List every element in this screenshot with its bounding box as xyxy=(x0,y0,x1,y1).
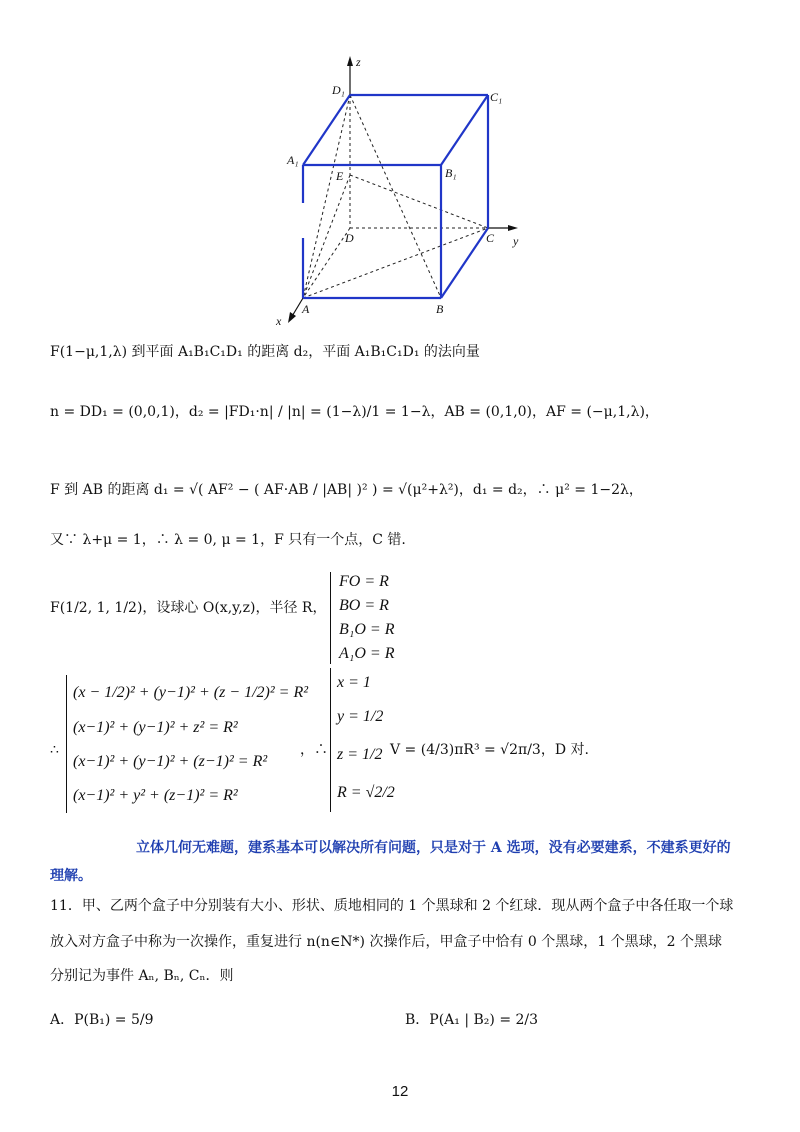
line-lambda-mu: 又∵ λ+μ = 1，∴ λ = 0, μ = 1，F 只有一个点，C 错. xyxy=(50,532,406,548)
cond-bo: BO = R xyxy=(339,597,389,614)
page-number: 12 xyxy=(391,1083,409,1100)
cond-b1o: B₁O = R xyxy=(339,621,395,638)
vertex-label-e: E xyxy=(336,169,344,183)
equation-system xyxy=(66,675,308,813)
eq-2: (x−1)² + (y−1)² + z² = R² xyxy=(73,719,238,736)
eq-3: (x−1)² + (y−1)² + (z−1)² = R² xyxy=(73,753,268,770)
solution-system xyxy=(330,668,395,812)
line-volume: V = (4/3)πR³ = √2π/3，D 对. xyxy=(390,742,589,758)
vertex-label-d: D xyxy=(345,231,354,245)
line-normal-vector: n = DD₁ = (0,0,1)，d₂ = |FD₁·n| / |n| = (1−λ)/1 = 1−λ，AB = (0,1,0)，AF = (−μ,1,λ)， xyxy=(50,404,659,420)
question-11-line-2: 放入对方盒子中称为一次操作，重复进行 n(n∈N*) 次操作后，甲盒子中恰有 0 个黑球，1 个黑球，2 个黑球 xyxy=(50,934,722,950)
cond-fo: FO = R xyxy=(339,573,389,590)
question-11-line-1: 11．甲、乙两个盒子中分别装有大小、形状、质地相同的 1 个黑球和 2 个红球．现从两个盒子中各任取一个球 xyxy=(50,898,734,914)
vertex-label-b1: B₁ xyxy=(445,166,457,180)
therefore-comma: ，∴ xyxy=(300,742,328,758)
therefore-symbol: ∴ xyxy=(50,742,59,758)
cube-figure xyxy=(0,0,800,340)
sphere-conditions-system xyxy=(330,572,394,664)
sol-x: x = 1 xyxy=(337,674,371,691)
option-b: B．P(A₁ | B₂) = 2/3 xyxy=(405,1012,539,1028)
axis-label-y: y xyxy=(513,234,519,248)
comment-line-1: 立体几何无难题，建系基本可以解决所有问题，只是对于 A 选项，没有必要建系，不建系更好的 xyxy=(136,840,731,856)
line-distance-d2: F(1−μ,1,λ) 到平面 A₁B₁C₁D₁ 的距离 d₂，平面 A₁B₁C₁D₁ 的法向量 xyxy=(50,344,480,360)
sol-y: y = 1/2 xyxy=(337,708,384,725)
question-11-line-3: 分别记为事件 Aₙ, Bₙ, Cₙ．则 xyxy=(50,968,234,984)
vertex-label-b: B xyxy=(436,302,444,316)
eq-1: (x − 1/2)² + (y−1)² + (z − 1/2)² = R² xyxy=(73,684,309,701)
eq-4: (x−1)² + y² + (z−1)² = R² xyxy=(73,787,238,804)
vertex-label-a1: A₁ xyxy=(287,153,299,167)
sol-z: z = 1/2 xyxy=(337,746,383,763)
vertex-label-d1: D₁ xyxy=(332,83,345,97)
vertex-label-a: A xyxy=(302,302,310,316)
option-a: A．P(B₁) = 5/9 xyxy=(50,1012,154,1028)
axis-label-x: x xyxy=(276,314,282,328)
line-distance-d1: F 到 AB 的距离 d₁ = √( AF² − ( AF·AB / |AB| )² ) = √(μ²+λ²)，d₁ = d₂，∴ μ² = 1−2λ， xyxy=(50,482,643,498)
line-sphere-setup: F(1/2, 1, 1/2)，设球心 O(x,y,z)，半径 R， xyxy=(50,600,327,616)
vertex-label-c1: C₁ xyxy=(490,90,503,104)
sol-r: R = √2/2 xyxy=(337,784,395,801)
cond-a1o: A₁O = R xyxy=(339,645,395,662)
vertex-label-c: C xyxy=(486,231,495,245)
axis-label-z: z xyxy=(356,55,361,69)
comment-line-2: 理解。 xyxy=(50,868,92,884)
